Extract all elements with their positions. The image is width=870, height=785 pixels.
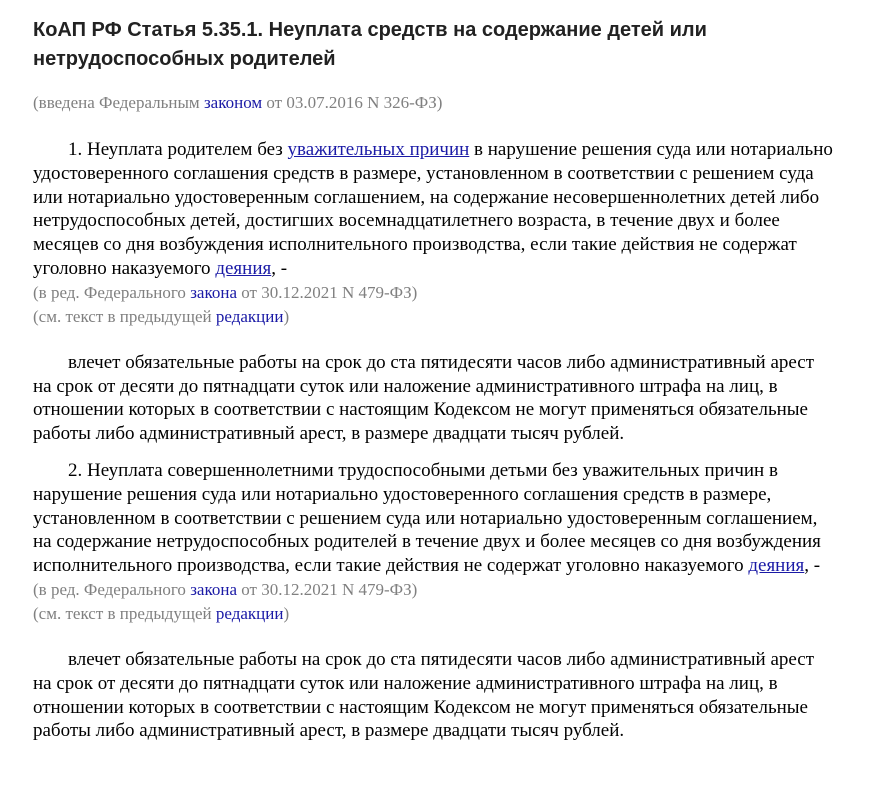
part-2-previous-edition-note (33, 602, 836, 626)
part-1-previous-edition-link[interactable]: редакции (215, 306, 284, 326)
part-1-penalty: влечет обязательные работы на срок до ста пятидесяти часов либо административный арест на срок от десяти до пятнадцати суток или наложение административного штрафа на лиц, в отношении которых в соответствии с настоящим Кодексом не могут применяться обязательные работы либо административный арест, в размере двадцати тысяч рублей. (33, 351, 815, 445)
part-1-text: 1. Неуплата родителем без (68, 139, 288, 160)
part-1-amendment-text: (в ред. Федерального (33, 282, 191, 302)
part-2-act-link[interactable]: деяния (748, 555, 805, 577)
part-1-amendment-law-link[interactable]: закона (190, 282, 237, 302)
part-2-paragraph (33, 459, 836, 578)
part-1-amendment-tail: от 30.12.2021 N 479-ФЗ) (237, 282, 418, 302)
part-1-paragraph (33, 138, 836, 281)
part-1-text-middle: в нарушение решения суда или нотариально удостоверенного соглашения средств в размере, установленном в соответствии с решением суда или нотариально удостоверенным соглашением, на содержание несовершеннолетних детей либо нетрудоспособных детей, достигших восемнадцатилетнего возраста, в течение двух и более месяцев со дня возбуждения исполнительного производства, если такие действия не содержат уголовно наказуемого (33, 139, 833, 279)
intro-note-text: (введена Федеральным (33, 93, 204, 112)
intro-note (33, 92, 836, 114)
part-2-text: 2. Неуплата совершеннолетними трудоспособными детьми без уважительных причин в нарушение решения суда или нотариально удостоверенного соглашения средств в размере, установленном в соответствии с решением суда или нотариально удостоверенным соглашением, на содержание нетрудоспособных родителей в течение двух и более месяцев со дня возбуждения исполнительного производства, если такие действия не содержат уголовно наказуемого (33, 459, 821, 577)
part-1-text-tail: , - (271, 257, 288, 279)
part-2-amendment-text: (в ред. Федерального (33, 579, 191, 599)
part-1-previous-edition-note (33, 305, 836, 329)
intro-note-tail: от 03.07.2016 N 326-ФЗ) (262, 93, 443, 112)
part-2-penalty: влечет обязательные работы на срок до ста пятидесяти часов либо административный арест на срок от десяти до пятнадцати суток или наложение административного штрафа на лиц, в отношении которых в соответствии с настоящим Кодексом не могут применяться обязательные работы либо административный арест, в размере двадцати тысяч рублей. (33, 648, 815, 742)
intro-law-link[interactable]: законом (203, 93, 263, 112)
part-1-previous-edition-tail: ) (283, 306, 290, 326)
part-1-amendment-note (33, 281, 836, 305)
part-2-amendment-tail: от 30.12.2021 N 479-ФЗ) (237, 579, 418, 599)
part-2-amendment-law-link[interactable]: закона (190, 579, 237, 599)
part-2-amendment-note (33, 578, 836, 602)
part-2-previous-edition-link[interactable]: редакции (215, 603, 284, 623)
part-1-previous-edition-text: (см. текст в предыдущей (33, 306, 216, 326)
part-1-act-link[interactable]: деяния (215, 257, 272, 279)
part-2-text-tail: , - (804, 555, 821, 577)
part-2-previous-edition-text: (см. текст в предыдущей (33, 603, 216, 623)
valid-reasons-link[interactable]: уважительных причин (287, 139, 470, 160)
part-2-previous-edition-tail: ) (283, 603, 290, 623)
article-title: КоАП РФ Статья 5.35.1. Неуплата средств на содержание детей или нетрудоспособных родителей (33, 19, 707, 70)
